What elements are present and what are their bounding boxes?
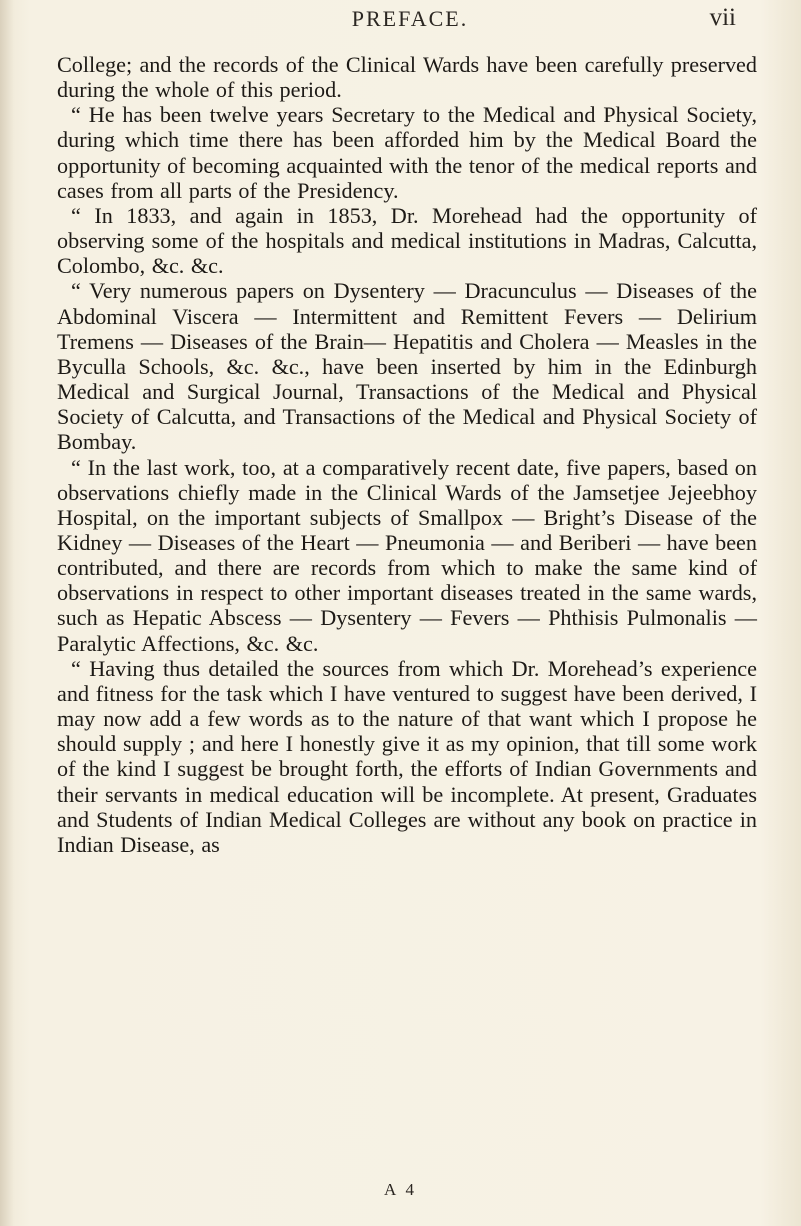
paragraph-last-work: “ In the last work, too, at a comparatively recent date, five papers, based on observations chiefly made in the Clinical Wards of the Jamsetjee Jejeebhoy Hospital, on the important subjects of Smallpox — Bright’s Disease of the Kidney — Diseases of the Heart — Pneumonia — and Beriberi — have been contributed, and there are records from which to make the same kind of observations in respect to other important diseases treated in the same wards, such as Hepatic Abscess — Dysentery — Fevers — Phthisis Pulmonalis — Paralytic Affections, &c. &c. [57,454,757,656]
paragraph-conclusion: “ Having thus detailed the sources from which Dr. Morehead’s experience and fitness for the task which I have ventured to suggest have been derived, I may now add a few words as to the nature of that want which I propose he should supply ; and here I honestly give it as my opinion, that till some work of the kind I suggest be brought forth, the efforts of Indian Governments and their servants in medical education will be incomplete. At present, Graduates and Students of Indian Medical Colleges are without any book on practice in Indian Disease, as [57,655,757,857]
paragraph-secretary: “ He has been twelve years Secretary to the Medical and Physical Society, during which time there has been afforded him by the Medical Board the opportunity of becoming acquainted with the tenor of the medical reports and cases from all parts of the Presidency. [57,102,757,203]
page-number: vii [709,4,736,31]
page-gutter-shadow [0,0,14,1226]
paragraph-continuation: College; and the records of the Clinical Wards have been carefully preserved during the whole of this period. [57,52,757,103]
body-text [57,52,757,857]
paragraph-observations: “ In 1833, and again in 1853, Dr. Morehead had the opportunity of observing some of the hospitals and medical institutions in Madras, Calcutta, Colombo, &c. &c. [57,202,757,279]
signature-mark: A 4 [383,1180,418,1199]
paragraph-papers: “ Very numerous papers on Dysentery — Dracunculus — Diseases of the Abdominal Viscera — Intermittent and Remittent Fevers — Delirium Tremens — Diseases of the Brain— Hepatitis and Cholera — Measles in the Byculla Schools, &c. &c., have been inserted by him in the Edinburgh Medical and Surgical Journal, Transactions of the Medical and Physical Society of Calcutta, and Transactions of the Medical and Physical Society of Bombay. [57,278,757,455]
page-header [60,6,760,46]
running-head: PREFACE. [351,6,469,31]
